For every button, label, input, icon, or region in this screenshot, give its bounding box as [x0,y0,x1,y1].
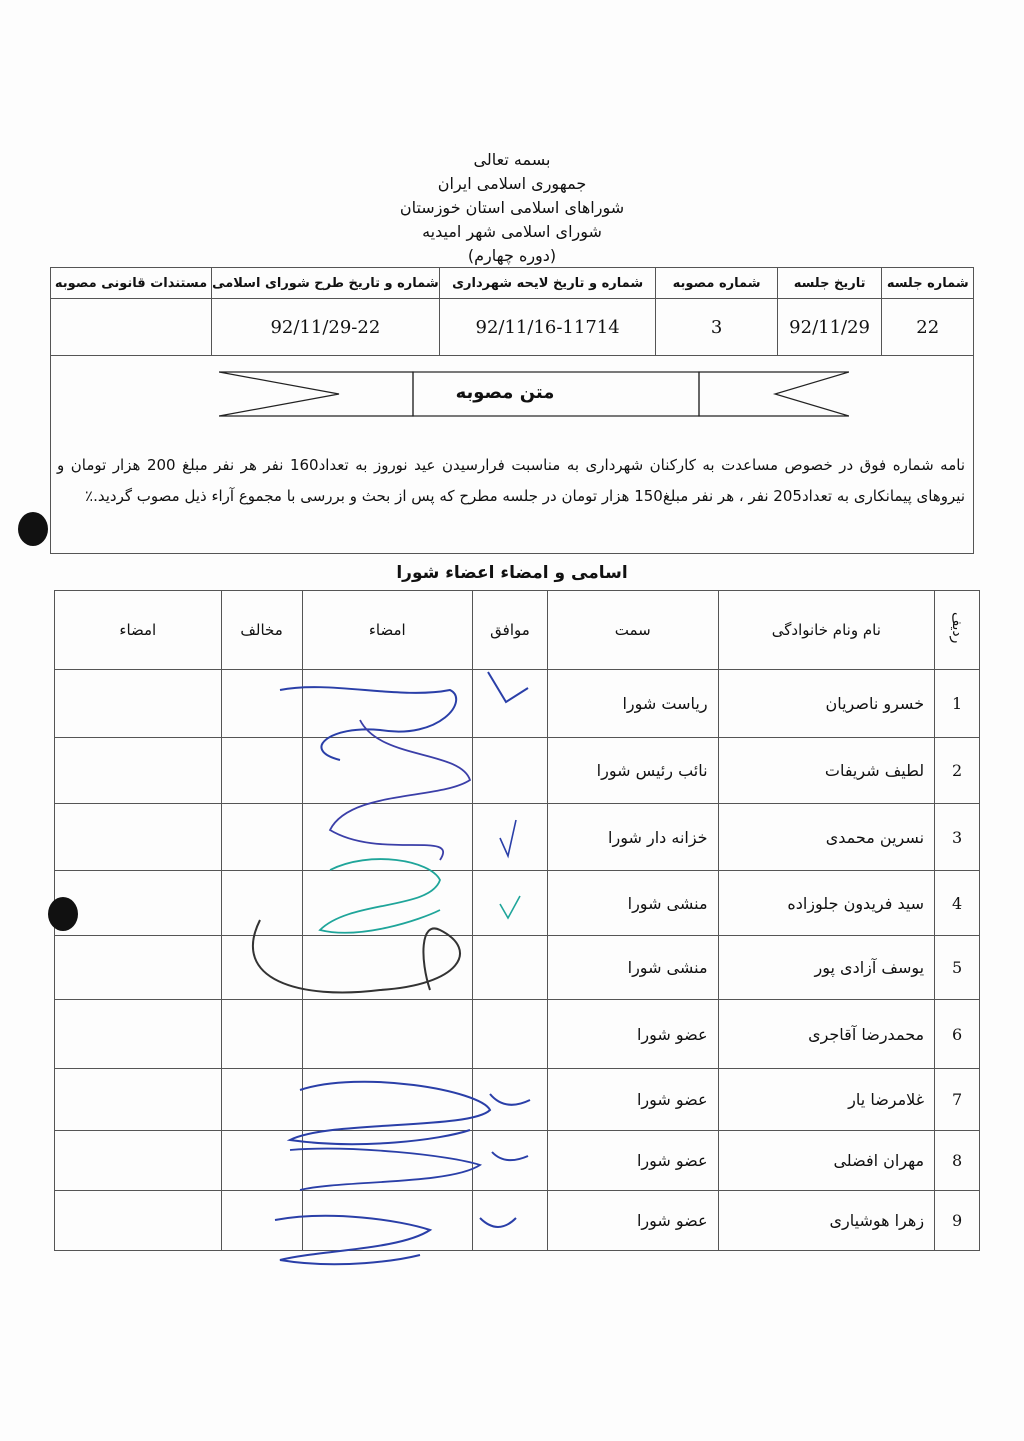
disagree-cell [221,804,302,871]
member-name: محمدرضا آقاجری [718,1000,935,1069]
punch-hole [48,897,78,931]
agree-cell [473,670,548,738]
signature-cell [302,1069,473,1131]
member-name: نسرین محمدی [718,804,935,871]
signature-cell-2 [55,804,222,871]
meta-header-session-date: تاریخ جلسه [777,268,882,299]
signature-cell [302,804,473,871]
signature-cell-2 [55,1069,222,1131]
disagree-cell [221,1131,302,1191]
member-name: غلامرضا یار [718,1069,935,1131]
table-row [55,936,980,1000]
signature-cell-2 [55,738,222,804]
signature-cell-2 [55,1000,222,1069]
col-header-signature-2: امضاء [55,591,222,670]
signature-cell [302,738,473,804]
punch-hole [18,512,48,546]
table-row [55,1069,980,1131]
col-header-row-number: ردیف [935,591,980,670]
row-number: 3 [935,804,980,871]
meta-session-date: 92/11/29 [777,299,882,356]
agree-cell [473,871,548,936]
meta-legal-docs [51,299,212,356]
col-header-position: سمت [547,591,718,670]
disagree-cell [221,1069,302,1131]
meta-header-municipal-bill: شماره و تاریخ لایحه شهرداری [439,268,656,299]
table-row [55,738,980,804]
disagree-cell [221,1191,302,1251]
agree-cell [473,1131,548,1191]
meta-table [50,267,974,356]
member-role: ریاست شورا [547,670,718,738]
member-name: لطیف شریفات [718,738,935,804]
meta-session-number: 22 [882,299,974,356]
header-province-council: شوراهای اسلامی استان خوزستان [399,198,625,217]
signature-cell [302,1000,473,1069]
member-role: خزانه دار شورا [547,804,718,871]
table-row [55,1131,980,1191]
agree-cell [473,1191,548,1251]
row-number: 6 [935,1000,980,1069]
meta-resolution-number: 3 [656,299,777,356]
meta-header-legal-docs: مستندات قانونی مصوبه [51,268,212,299]
disagree-cell [221,871,302,936]
col-header-disagree: مخالف [221,591,302,670]
table-row [55,804,980,871]
row-number: 5 [935,936,980,1000]
member-role: منشی شورا [547,936,718,1000]
member-name: یوسف آزادی پور [718,936,935,1000]
signature-cell [302,871,473,936]
agree-cell [473,804,548,871]
member-name: مهران افضلی [718,1131,935,1191]
table-row [55,1000,980,1069]
meta-council-plan: 92/11/29-22 [212,299,440,356]
member-name: خسرو ناصریان [718,670,935,738]
row-number: 8 [935,1131,980,1191]
signature-cell-2 [55,670,222,738]
row-number: 2 [935,738,980,804]
disagree-cell [221,670,302,738]
document-header [0,148,1024,268]
resolution-title: متن مصوبه [455,382,555,403]
col-header-signature: امضاء [302,591,473,670]
table-row [55,871,980,936]
member-role: عضو شورا [547,1191,718,1251]
disagree-cell [221,1000,302,1069]
member-role: عضو شورا [547,1000,718,1069]
row-number: 7 [935,1069,980,1131]
signature-cell [302,1191,473,1251]
agree-cell [473,936,548,1000]
header-city-council: شورای اسلامی شهر امیدیه [422,222,602,241]
signature-cell [302,936,473,1000]
meta-header-resolution-number: شماره مصوبه [656,268,777,299]
header-term: (دوره چهارم) [467,246,557,265]
resolution-text: نامه شماره فوق در خصوص مساعدت به کارکنان شهرداری به مناسبت فرارسیدن عید نوروز به تعداد160 نفر هر نفر مبلغ 200 هزار تومان و نیروهای پیمانکاری به تعداد205 نفر ، هر نفر مبلغ150 هزار تومان در جلسه مطرح که پس از بحث و بررسی با مجموع آراء ذیل مصوب گردید.٪ [57,456,965,505]
signature-cell-2 [55,1191,222,1251]
row-number: 9 [935,1191,980,1251]
col-header-agree: موافق [473,591,548,670]
member-name: سید فریدون جلوزاده [718,871,935,936]
member-role: عضو شورا [547,1131,718,1191]
agree-cell [473,738,548,804]
col-header-name: نام ونام خانوادگی [718,591,935,670]
table-row [55,670,980,738]
meta-municipal-bill: 92/11/16-11714 [439,299,656,356]
header-country: جمهوری اسلامی ایران [437,174,587,193]
members-table [54,590,980,1251]
signature-cell-2 [55,1131,222,1191]
table-row [55,1191,980,1251]
member-name: زهرا هوشیاری [718,1191,935,1251]
member-role: منشی شورا [547,871,718,936]
member-role: نائب رئیس شورا [547,738,718,804]
agree-cell [473,1000,548,1069]
signature-cell-2 [55,871,222,936]
meta-header-session-number: شماره جلسه [882,268,974,299]
header-basmala: بسمه تعالی [473,150,551,169]
signatures-title: اسامی و امضاء اعضاء شورا [396,563,628,583]
meta-header-council-plan: شماره و تاریخ طرح شورای اسلامی [212,268,440,299]
disagree-cell [221,738,302,804]
disagree-cell [221,936,302,1000]
signature-cell-2 [55,936,222,1000]
row-number: 1 [935,670,980,738]
signature-cell [302,1131,473,1191]
member-role: عضو شورا [547,1069,718,1131]
signature-cell [302,670,473,738]
agree-cell [473,1069,548,1131]
row-number: 4 [935,871,980,936]
